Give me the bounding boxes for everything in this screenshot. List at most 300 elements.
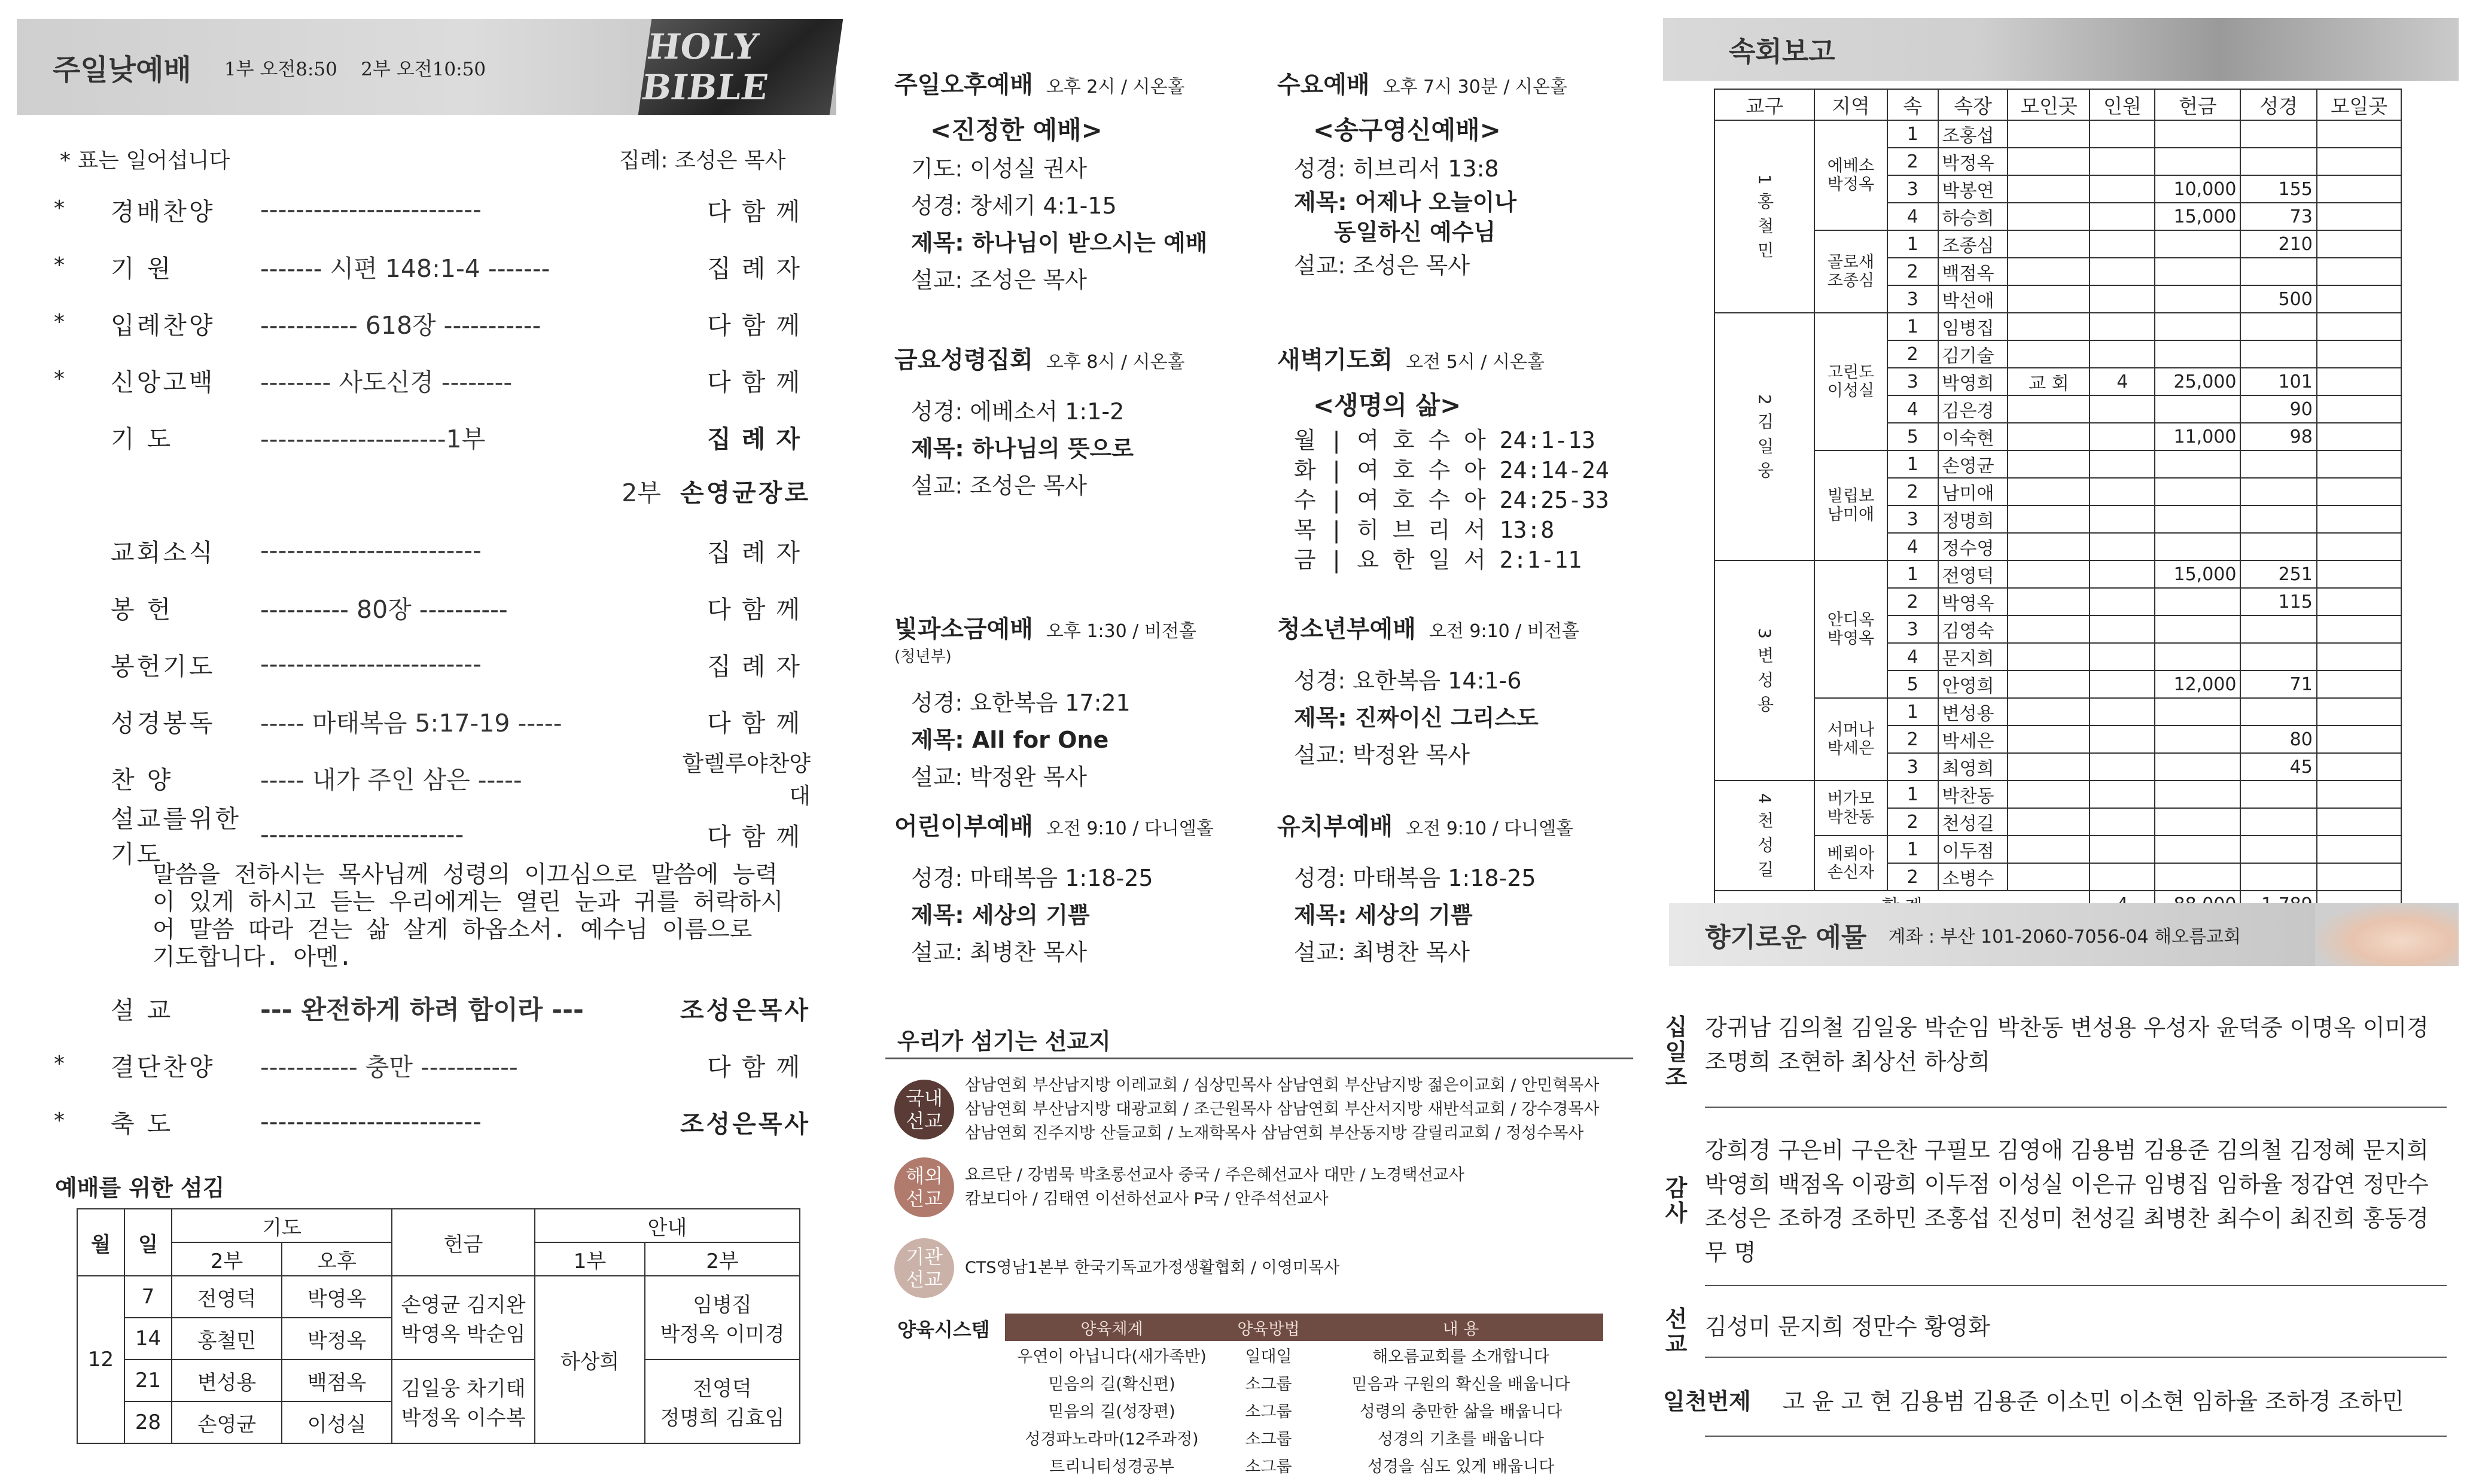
order-item-leader: 집례자	[707, 424, 811, 453]
service-time: 오후 7시 30분 / 시온홀	[1382, 77, 1567, 97]
report-next-place	[2317, 340, 2401, 368]
report-leader: 하승희	[1938, 203, 2008, 230]
report-bible: 101	[2240, 368, 2316, 395]
report-bible	[2240, 863, 2316, 891]
report-offering	[2155, 781, 2240, 808]
report-place	[2008, 395, 2090, 423]
service-line: 설교: 최병찬 목사	[911, 939, 1087, 965]
report-header-row	[1714, 89, 2401, 120]
report-people	[2090, 313, 2155, 340]
report-next-place	[2317, 175, 2401, 203]
report-bible	[2240, 505, 2316, 533]
report-people	[2090, 588, 2155, 615]
order-item-leader: 다함께	[707, 367, 811, 397]
report-leader: 안영희	[1938, 671, 2008, 698]
report-people	[2090, 340, 2155, 368]
report-place	[2008, 340, 2090, 368]
mission-names	[1705, 1310, 2447, 1344]
report-offering	[2155, 340, 2240, 368]
sunday-title: 주일낮예배	[53, 53, 191, 87]
report-place	[2008, 313, 2090, 340]
edu-cell: 일대일	[1245, 1347, 1292, 1366]
order-row	[57, 473, 811, 508]
report-offering	[2155, 808, 2240, 836]
order-item-leader: 다함께	[707, 708, 811, 738]
edu-row	[1005, 1424, 1603, 1451]
report-offering	[2155, 643, 2240, 671]
report-header: 모일곳	[2317, 89, 2401, 120]
report-leader: 전영덕	[1938, 560, 2008, 588]
divider	[1705, 1357, 2447, 1358]
service-line: 제목: 진짜이신 그리스도	[1294, 705, 1539, 731]
report-sok: 4	[1887, 643, 1938, 671]
report-offering	[2155, 863, 2240, 891]
report-leader: 남미애	[1938, 478, 2008, 505]
service-friday	[894, 341, 1185, 504]
report-sok: 4	[1887, 395, 1938, 423]
edu-cell: 믿음과 구원의 확신을 배웁니다	[1351, 1375, 1570, 1394]
stand-mark: *	[54, 1052, 65, 1076]
edu-cell: 믿음의 길(성장편)	[1048, 1402, 1175, 1421]
overseas-missions	[894, 1157, 1464, 1217]
report-offering	[2155, 753, 2240, 781]
order-item-name: 기 원	[111, 254, 173, 283]
edu-cell: 소그룹	[1245, 1457, 1292, 1476]
report-leader: 정수영	[1938, 533, 2008, 560]
missions-title: 우리가 섬기는 선교지	[897, 1028, 1111, 1055]
report-people	[2090, 560, 2155, 588]
service-afternoon	[894, 66, 1207, 298]
report-leader: 최영희	[1938, 753, 2008, 781]
report-offering	[2155, 148, 2240, 175]
report-offering	[2155, 726, 2240, 753]
service-name: 어린이부예배	[894, 813, 1033, 840]
service-line: 제목: 하나님이 받으시는 예배	[911, 230, 1208, 256]
report-offering	[2155, 313, 2240, 340]
report-offering	[2155, 698, 2240, 726]
report-bible: 45	[2240, 753, 2316, 781]
report-people	[2090, 203, 2155, 230]
order-item-detail: -------------------------	[260, 536, 482, 565]
report-leader: 조홍섭	[1938, 120, 2008, 148]
sermon-prayer: 말씀을 전하시는 목사님께 성령의 이끄심으로 말씀에 능력이 있게 하시고 듣는 우리에게는 열린 눈과 귀를 허락하시어 말씀 따라 걷는 삶 살게 하옵소서. 예수님 이름으로 기도합니다. 아멘.	[153, 861, 784, 971]
report-place	[2008, 863, 2090, 891]
report-gyogu: 1 홍 철 민	[1714, 120, 1814, 313]
report-sok: 3	[1887, 505, 1938, 533]
report-bible: 80	[2240, 726, 2316, 753]
order-row	[57, 646, 811, 682]
stand-mark: *	[54, 1108, 65, 1133]
stand-mark: *	[54, 253, 65, 278]
order-row	[57, 990, 811, 1026]
service-time: 오후 8시 / 시온홀	[1046, 352, 1185, 373]
name-line: 강희경 구은비 구은찬 구필모 김영애 김용범 김용준 김의철 김정혜 문지희	[1705, 1137, 2429, 1163]
report-region: 빌립보 남미애	[1814, 450, 1887, 560]
order-row	[54, 248, 811, 284]
edu-cell: 성경의 기초를 배웁니다	[1378, 1430, 1544, 1449]
report-offering	[2155, 395, 2240, 423]
report-leader: 박영희	[1938, 368, 2008, 395]
report-row	[1714, 450, 2401, 478]
report-sok: 3	[1887, 368, 1938, 395]
report-bible	[2240, 698, 2316, 726]
order-item-leader: 할렐루야찬양대	[682, 751, 811, 809]
report-place	[2008, 175, 2090, 203]
service-subtitle: <진정한 예배>	[930, 115, 1103, 145]
service-name: 유치부예배	[1277, 813, 1393, 840]
edu-row	[1005, 1396, 1603, 1424]
report-place	[2008, 533, 2090, 560]
report-next-place	[2317, 120, 2401, 148]
report-header: 속장	[1938, 89, 2008, 120]
report-bible	[2240, 340, 2316, 368]
report-place	[2008, 836, 2090, 863]
order-row	[54, 1047, 811, 1083]
report-sok: 1	[1887, 230, 1938, 258]
h-prayer: 기도	[172, 1209, 392, 1242]
report-place	[2008, 615, 2090, 643]
order-item-detail: -------------------------	[260, 1107, 482, 1136]
report-sok: 1	[1887, 313, 1938, 340]
edu-cell: 소그룹	[1245, 1402, 1292, 1421]
report-leader: 정명희	[1938, 505, 2008, 533]
edu-header: 내 용	[1318, 1314, 1603, 1341]
report-region: 골로새 조종심	[1814, 230, 1887, 313]
order-item-leader: 조성은목사	[680, 995, 811, 1025]
report-leader: 박찬동	[1938, 781, 2008, 808]
name-line: 무 명	[1705, 1239, 1756, 1266]
report-sok: 1	[1887, 560, 1938, 588]
report-offering	[2155, 450, 2240, 478]
report-next-place	[2317, 285, 2401, 313]
edu-cell: 성경파노라마(12주과정)	[1025, 1430, 1199, 1449]
report-bible	[2240, 781, 2316, 808]
report-bible	[2240, 808, 2316, 836]
order-item-name: 신앙고백	[111, 367, 215, 397]
service-line: 성경: 창세기 4:1-15	[911, 193, 1117, 219]
service-name: 청소년부예배	[1277, 615, 1416, 643]
report-bible: 90	[2240, 395, 2316, 423]
edu-cell: 성령의 충만한 삶을 배웁니다	[1359, 1402, 1563, 1421]
order-item-name: 봉헌기도	[111, 651, 215, 681]
report-bible: 98	[2240, 423, 2316, 450]
report-people	[2090, 671, 2155, 698]
hands-icon	[2315, 903, 2459, 966]
service-time: 오전 9:10 / 다니엘홀	[1406, 818, 1574, 839]
mission-line: 삼남연회 부산남지방 이레교회 / 심상민목사 삼남연회 부산남지방 젊은이교회 / 안민혁목사	[965, 1076, 1600, 1095]
h-day: 일	[124, 1209, 172, 1276]
edu-header-row	[1005, 1314, 1603, 1341]
report-offering: 25,000	[2155, 368, 2240, 395]
stand-mark: *	[54, 310, 65, 334]
report-sok: 1	[1887, 698, 1938, 726]
report-place	[2008, 478, 2090, 505]
report-next-place	[2317, 753, 2401, 781]
h-p2: 2부	[172, 1242, 282, 1276]
report-sok: 2	[1887, 340, 1938, 368]
overseas-list	[965, 1163, 1464, 1211]
divider	[1705, 1436, 2447, 1437]
edu-title: 양육시스템	[897, 1318, 990, 1341]
report-people	[2090, 230, 2155, 258]
mission-line: 삼남연회 진주지방 산들교회 / 노재학목사 삼남연회 부산동지방 갈릴리교회 / 정성수목사	[965, 1124, 1584, 1142]
report-panel	[1651, 0, 2473, 1484]
edu-cell: 우연이 아닙니다(새가족반)	[1017, 1347, 1207, 1366]
edu-row	[1005, 1369, 1603, 1396]
report-place	[2008, 588, 2090, 615]
report-offering	[2155, 478, 2240, 505]
h-g2: 2부	[645, 1242, 800, 1276]
duty-prayer-2: 변성용	[172, 1360, 282, 1401]
report-next-place	[2317, 395, 2401, 423]
stand-mark: *	[54, 196, 65, 221]
bible-text: HOLY BIBLE	[639, 26, 771, 108]
order-item-leader: 조성은목사	[680, 1109, 811, 1138]
duty-offering: 손영균 김지완 박영옥 박순임	[392, 1276, 535, 1360]
name-line: 고 윤 고 현 김용범 김용준 이소민 이소현 임하율 조하경 조하민	[1783, 1388, 2404, 1415]
order-item-detail: ---------------------1부	[260, 424, 486, 453]
report-place	[2008, 726, 2090, 753]
duty-day: 21	[124, 1360, 172, 1401]
order-row	[57, 805, 811, 869]
report-leader: 박선애	[1938, 285, 2008, 313]
mission-line: 캄보디아 / 김태연 이선하선교사 P국 / 안주석선교사	[965, 1190, 1329, 1208]
order-item-name: 성경봉독	[111, 708, 215, 738]
report-people	[2090, 450, 2155, 478]
report-offering	[2155, 285, 2240, 313]
report-next-place	[2317, 863, 2401, 891]
report-offering	[2155, 120, 2240, 148]
report-people	[2090, 836, 2155, 863]
order-item-leader: 손영균장로	[680, 478, 811, 507]
report-leader: 소병수	[1938, 863, 2008, 891]
report-bible: 73	[2240, 203, 2316, 230]
service-line: 성경: 요한복음 14:1-6	[1294, 668, 1522, 694]
duty-offering: 김일웅 차기태 박정옥 이수복	[392, 1360, 535, 1443]
order-item-leader: 집례자	[707, 254, 811, 283]
order-item-leader: 집례자	[707, 651, 811, 681]
report-header: 지역	[1814, 89, 1887, 120]
order-item-leader: 다함께	[707, 595, 811, 624]
report-sok: 3	[1887, 615, 1938, 643]
service-title	[1277, 610, 1579, 644]
report-leader: 임병집	[1938, 313, 2008, 340]
report-next-place	[2317, 671, 2401, 698]
report-place	[2008, 753, 2090, 781]
report-leader: 김영숙	[1938, 615, 2008, 643]
report-bible	[2240, 148, 2316, 175]
order-item-name: 찬 양	[111, 765, 173, 794]
report-header: 성경	[2240, 89, 2316, 120]
ilcheon-section	[1663, 1385, 2447, 1419]
edu-row	[1005, 1341, 1603, 1369]
mission-label: 선교	[1665, 1306, 1688, 1357]
service-youngadult	[894, 610, 1196, 796]
service-note: (청년부)	[894, 648, 952, 666]
thanks-label: 감사	[1665, 1175, 1688, 1226]
report-offering	[2155, 533, 2240, 560]
report-place	[2008, 120, 2090, 148]
report-offering	[2155, 836, 2240, 863]
report-header: 모인곳	[2008, 89, 2090, 120]
report-bible	[2240, 120, 2316, 148]
service-time: 오전 5시 / 시온홀	[1406, 352, 1545, 373]
report-sok: 1	[1887, 836, 1938, 863]
report-bible	[2240, 643, 2316, 671]
report-sok: 4	[1887, 533, 1938, 560]
report-region: 버가모 박찬동	[1814, 781, 1887, 836]
h-g1: 1부	[535, 1242, 645, 1276]
report-people	[2090, 698, 2155, 726]
sunday-worship-panel	[0, 0, 849, 1484]
h-pm: 오후	[282, 1242, 392, 1276]
order-item-detail: -------------------------	[260, 195, 482, 224]
service-subtitle: <생명의 삶>	[1313, 391, 1461, 420]
report-next-place	[2317, 643, 2401, 671]
report-next-place	[2317, 836, 2401, 863]
h-month: 월	[77, 1209, 124, 1276]
report-bible: 251	[2240, 560, 2316, 588]
report-place: 교 회	[2008, 368, 2090, 395]
report-region: 베뢰아 손신자	[1814, 836, 1887, 891]
edu-header: 양육방법	[1219, 1314, 1318, 1341]
report-gyogu: 4 천 성 길	[1714, 781, 1814, 891]
tithe-label: 십일조	[1665, 1014, 1688, 1090]
report-place	[2008, 698, 2090, 726]
report-next-place	[2317, 505, 2401, 533]
edu-cell: 성경을 심도 있게 배웁니다	[1367, 1457, 1555, 1476]
mission-section	[1665, 1306, 2447, 1357]
divider	[1705, 1285, 2447, 1286]
order-item-leader: 다함께	[707, 310, 811, 340]
order-row	[54, 362, 811, 398]
order-item-detail: ----------- 618장 -----------	[260, 310, 541, 340]
mission-line: CTS영남1본부 한국기독교가정생활협회 / 이영미목사	[965, 1258, 1340, 1277]
report-people	[2090, 395, 2155, 423]
service-name: 수요예배	[1277, 71, 1370, 99]
order-item-detail: ----- 내가 주인 삼은 -----	[260, 765, 522, 794]
order-row	[57, 751, 811, 809]
report-header: 속	[1887, 89, 1938, 120]
duty-day: 28	[124, 1401, 172, 1443]
order-item-name: 교회소식	[111, 538, 215, 567]
service-line: 수 | 여 호 수 아 24:25-33	[1294, 487, 1609, 513]
edu-cell: 소그룹	[1245, 1430, 1292, 1449]
mission-line: 요르단 / 강범묵 박초롱선교사 중국 / 주은혜선교사 대만 / 노경택선교사	[965, 1166, 1464, 1184]
report-next-place	[2317, 615, 2401, 643]
report-leader: 이두점	[1938, 836, 2008, 863]
service-line: 기도: 이성실 권사	[911, 156, 1087, 182]
order-item-name: 기 도	[111, 424, 173, 453]
report-people	[2090, 258, 2155, 285]
service-wednesday	[1277, 66, 1567, 284]
report-people	[2090, 505, 2155, 533]
domestic-badge: 국내 선교	[894, 1080, 954, 1139]
report-sok: 2	[1887, 258, 1938, 285]
service-title	[894, 341, 1185, 375]
order-item-detail: ---------- 80장 ----------	[260, 595, 508, 624]
report-bible: 155	[2240, 175, 2316, 203]
org-missions	[894, 1238, 1339, 1298]
report-leader: 김기술	[1938, 340, 2008, 368]
report-leader: 조종심	[1938, 230, 2008, 258]
report-next-place	[2317, 148, 2401, 175]
duty-prayer-2: 전영덕	[172, 1276, 282, 1318]
report-bible: 115	[2240, 588, 2316, 615]
report-sok: 3	[1887, 175, 1938, 203]
report-people	[2090, 753, 2155, 781]
report-row	[1714, 313, 2401, 340]
report-sok: 2	[1887, 808, 1938, 836]
order-row	[54, 1104, 811, 1139]
report-bible	[2240, 313, 2316, 340]
report-sok: 5	[1887, 671, 1938, 698]
edu-row	[1005, 1451, 1603, 1479]
name-line: 박영희 백점옥 이광희 이두점 이성실 이은규 임병집 임하율 정갑연 정만수	[1705, 1171, 2429, 1197]
order-row	[57, 589, 811, 625]
edu-cell: 소그룹	[1245, 1375, 1292, 1394]
order-item-detail: ------- 시편 148:1-4 -------	[260, 254, 550, 283]
report-next-place	[2317, 588, 2401, 615]
service-line: 설교: 최병찬 목사	[1294, 939, 1470, 965]
report-place	[2008, 505, 2090, 533]
order-item-detail: ----- 마태복음 5:17-19 -----	[260, 708, 562, 738]
service-line: 성경: 마태복음 1:18-25	[1294, 865, 1536, 891]
service-line: 설교: 박정완 목사	[911, 764, 1087, 790]
service-kinder	[1277, 807, 1573, 971]
tithe-names	[1705, 1011, 2447, 1079]
order-item-detail: -------- 사도신경 --------	[260, 367, 513, 397]
order-item-name: 설교를위한기도	[111, 805, 242, 869]
service-line: 제목: 세상의 기쁨	[1294, 902, 1473, 928]
name-line: 조성은 조하경 조하민 조홍섭 진성미 천성길 최병찬 최수이 최진희 홍동경	[1705, 1205, 2429, 1232]
report-leader: 변성용	[1938, 698, 2008, 726]
org-list	[965, 1256, 1339, 1280]
service-line: 설교: 조성은 목사	[911, 267, 1087, 293]
report-bible	[2240, 450, 2316, 478]
report-next-place	[2317, 423, 2401, 450]
report-next-place	[2317, 808, 2401, 836]
report-bible: 71	[2240, 671, 2316, 698]
report-title: 속회보고	[1729, 35, 1835, 68]
report-leader: 박세은	[1938, 726, 2008, 753]
service-line: 금 | 요 한 일 서 2:1-11	[1294, 547, 1582, 573]
order-item-detail: 2부	[622, 478, 661, 507]
offering-account: 계좌 : 부산 101-2060-7056-04 해오름교회	[1888, 926, 2241, 947]
report-region: 안디옥 박영옥	[1814, 560, 1887, 698]
duty-prayer-pm: 백점옥	[282, 1360, 392, 1401]
duty-prayer-2: 홍철민	[172, 1318, 282, 1360]
report-offering	[2155, 505, 2240, 533]
report-people	[2090, 285, 2155, 313]
service-line: 목 | 히 브 리 서 13:8	[1294, 517, 1555, 543]
service-title	[894, 807, 1214, 842]
service-line: 제목: 세상의 기쁨	[911, 902, 1090, 928]
report-bible	[2240, 258, 2316, 285]
order-item-leader: 다함께	[707, 197, 811, 226]
report-next-place	[2317, 560, 2401, 588]
report-next-place	[2317, 258, 2401, 285]
order-row	[54, 191, 811, 227]
report-next-place	[2317, 203, 2401, 230]
service-line: 성경: 마태복음 1:18-25	[911, 865, 1153, 891]
report-table	[1714, 89, 2402, 919]
service-line: 성경: 히브리서 13:8	[1294, 156, 1499, 182]
ilcheon-label: 일천번제	[1663, 1388, 1751, 1415]
order-item-detail: -------------------------	[260, 650, 482, 678]
report-place	[2008, 230, 2090, 258]
order-item-name: 경배찬양	[111, 197, 215, 226]
